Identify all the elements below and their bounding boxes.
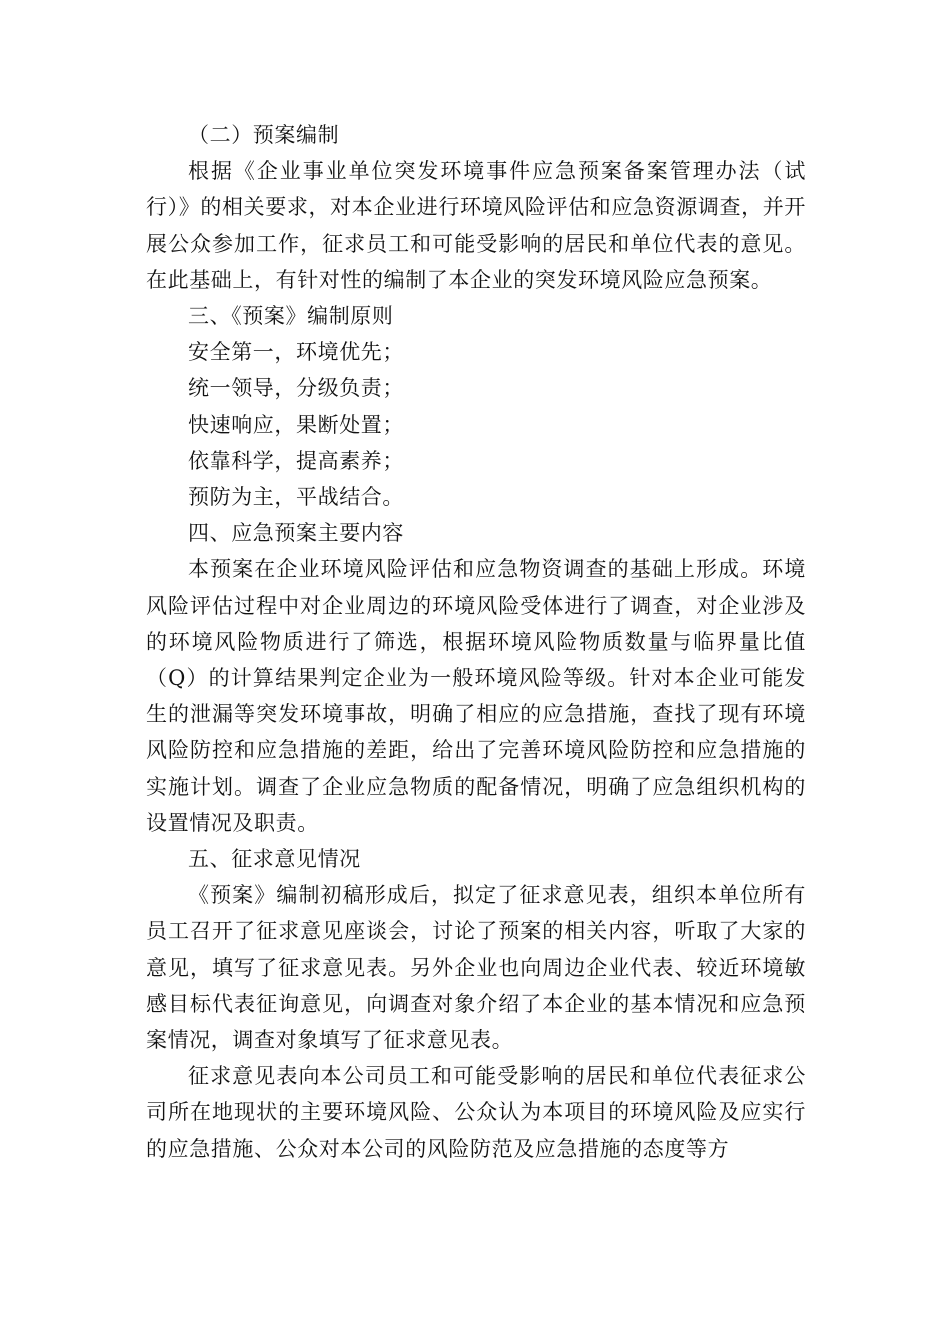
principle-item: 安全第一，环境优先； — [188, 340, 404, 365]
section-heading-principles: 三、《预案》编制原则 — [188, 304, 394, 329]
principle-item: 依靠科学，提高素养； — [188, 448, 404, 473]
paragraph-main-content: 本预案在企业环境风险评估和应急物资调查的基础上形成。环境风险评估过程中对企业周边的环境风险受体进行了调查，对企业涉及的环境风险物质进行了筛选，根据环境风险物质数量与临界量比值（Q）的计算结果判定企业为一般环境风险等级。针对本企业可能发生的泄漏等突发环境事故，明确了相应的应急措施，查找了现有环境风险防控和应急措施的差距，给出了完善环境风险防控和应急措施的实施计划。调查了企业应急物质的配备情况，明确了应急组织机构的设置情况及职责。 — [146, 557, 806, 835]
principle-item: 预防为主，平战结合。 — [188, 485, 404, 510]
section-heading-opinions: 五、征求意见情况 — [188, 847, 361, 872]
paragraph-plan-preparation: 根据《企业事业单位突发环境事件应急预案备案管理办法（试行）》的相关要求，对本企业进行环境风险评估和应急资源调查，并开展公众参加工作，征求员工和可能受影响的居民和单位代表的意见。在此基础上，有针对性的编制了本企业的突发环境风险应急预案。 — [146, 159, 806, 292]
principle-item: 统一领导，分级负责； — [188, 376, 404, 401]
paragraph-opinions: 《预案》编制初稿形成后，拟定了征求意见表，组织本单位所有员工召开了征求意见座谈会，讨论了预案的相关内容，听取了大家的意见，填写了征求意见表。另外企业也向周边企业代表、较近环境敏感目标代表征询意见，向调查对象介绍了本企业的基本情况和应急预案情况，调查对象填写了征求意见表。 — [146, 883, 806, 1053]
section-heading-plan-preparation: （二）预案编制 — [188, 123, 340, 147]
paragraph-opinion-form: 征求意见表向本公司员工和可能受影响的居民和单位代表征求公司所在地现状的主要环境风险、公众认为本项目的环境风险及应实行的应急措施、公众对本公司的风险防范及应急措施的态度等方 — [146, 1064, 806, 1161]
document-body — [146, 117, 806, 1167]
section-heading-main-content: 四、应急预案主要内容 — [188, 521, 404, 546]
principle-item: 快速响应，果断处置； — [188, 412, 404, 437]
